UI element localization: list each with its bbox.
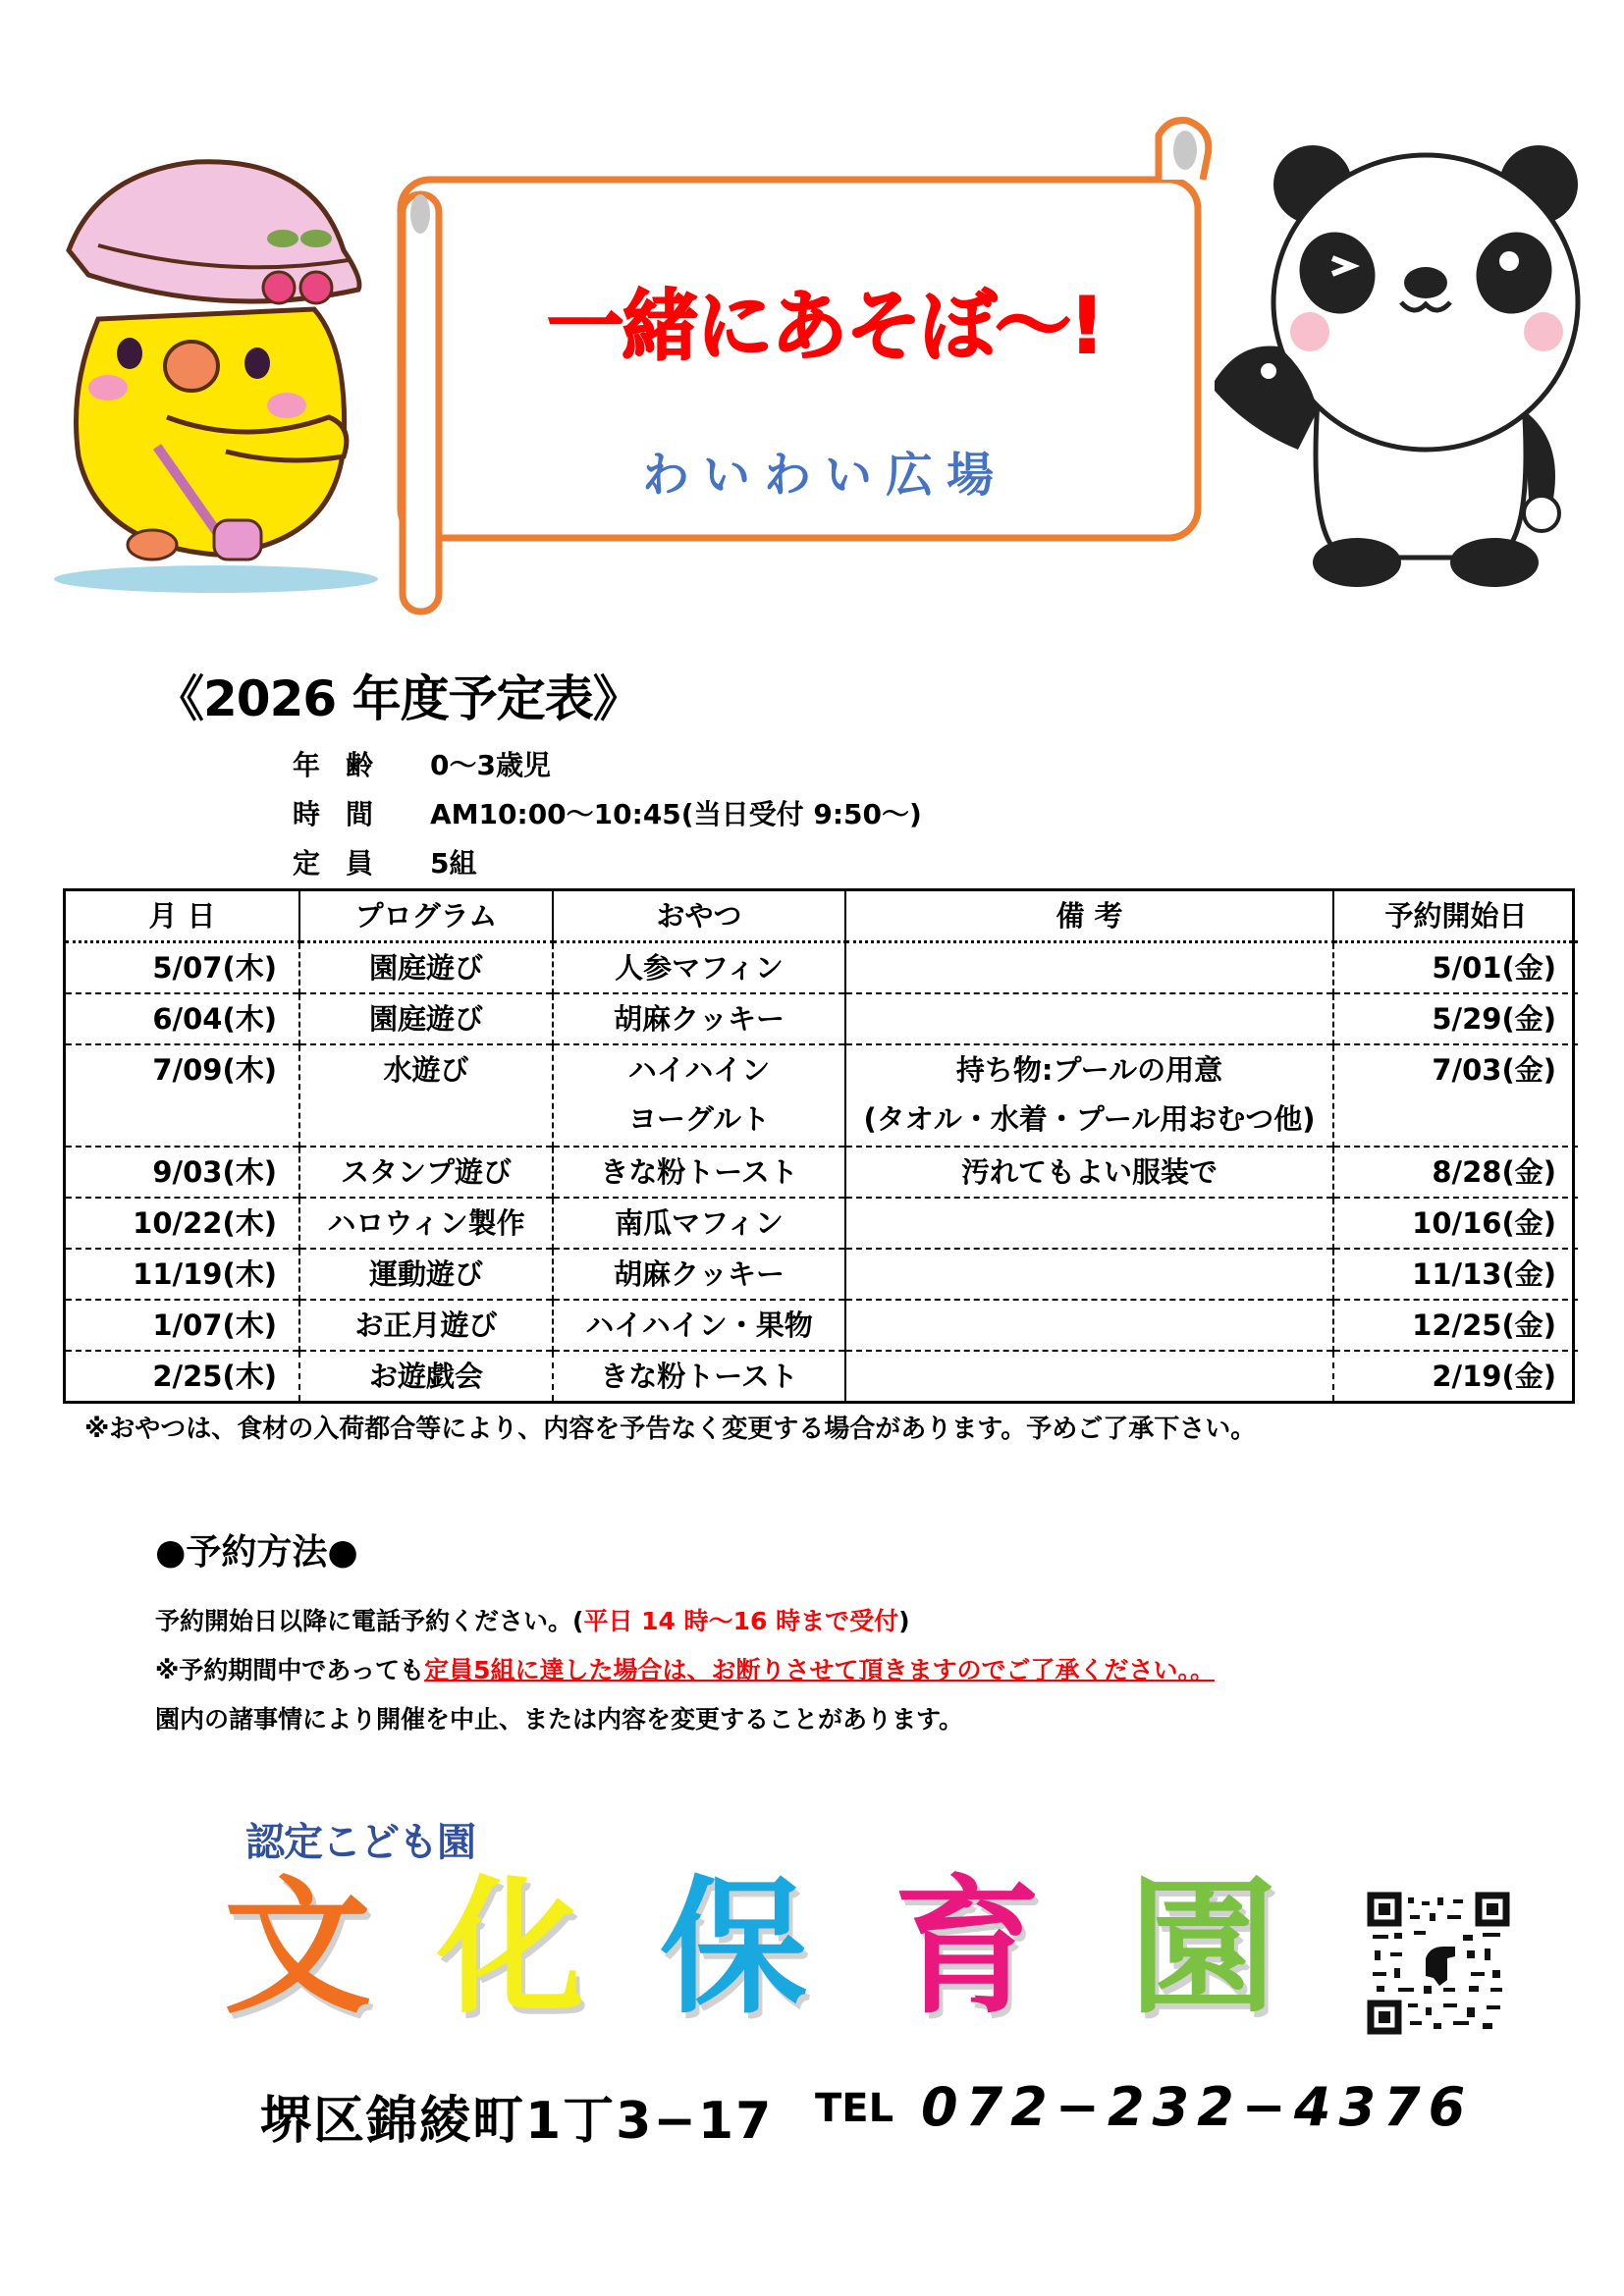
reservation-line-2 (155, 1651, 1215, 1686)
reservation-hours: 平日 14 時〜16 時まで受付 (583, 1607, 899, 1635)
cell-date: 10/22(木) (66, 1198, 299, 1249)
snack-line-2: ヨーグルト (627, 1102, 771, 1136)
cell-program: ハロウィン製作 (299, 1198, 553, 1249)
cell-note (845, 993, 1333, 1044)
header-reserve-date: 予約開始日 (1333, 891, 1578, 942)
cell-note (845, 1249, 1333, 1300)
snack-footnote: ※おやつは、食材の入荷都合等により、内容を予告なく変更する場合があります。予めご了承下さい。 (84, 1415, 1257, 1444)
reservation-text: ※予約期間中であっても (155, 1656, 425, 1684)
cell-snack: ハイハイン・果物 (553, 1300, 845, 1351)
cell-program: スタンプ遊び (299, 1147, 553, 1198)
info-value: AM10:00〜10:45(当日受付 9:50〜) (430, 798, 922, 830)
qr-code[interactable] (1365, 1890, 1512, 2037)
logo-char-ka: 化 (437, 1863, 585, 2034)
cell-note (845, 942, 1333, 994)
cell-snack: きな粉トースト (553, 1351, 845, 1401)
banner-subtitle: わいわい広場 (641, 448, 1007, 503)
table-row (66, 942, 1578, 994)
table-row (66, 1147, 1578, 1198)
header-note: 備 考 (845, 891, 1333, 942)
cell-reserve-date: 12/25(金) (1333, 1300, 1578, 1351)
cell-note (845, 1198, 1333, 1249)
header-program: プログラム (299, 891, 553, 942)
table-row (66, 1249, 1578, 1300)
cell-note (845, 1351, 1333, 1401)
cell-snack: きな粉トースト (553, 1147, 845, 1198)
logo-char-iku: 育 (893, 1863, 1042, 2034)
info-label: 定員 (293, 847, 400, 880)
logo-char-en: 園 (1129, 1863, 1277, 2034)
reservation-text-close: ) (898, 1607, 910, 1635)
cell-date: 7/09(木) (66, 1044, 299, 1147)
header-date: 月 日 (66, 891, 299, 942)
info-age (293, 744, 551, 783)
info-time (293, 793, 922, 832)
chick-mascot-illustration (29, 133, 403, 604)
cell-snack: 胡麻クッキー (553, 1249, 845, 1300)
schedule-title: 《2026 年度予定表》 (155, 670, 641, 727)
cell-snack: 人参マフィン (553, 942, 845, 994)
panda-mascot-illustration (1210, 135, 1618, 587)
cell-reserve-date: 5/01(金) (1333, 942, 1578, 994)
cell-date: 9/03(木) (66, 1147, 299, 1198)
address: 堺区錦綾町1丁3−17 (260, 2092, 774, 2151)
cell-snack: 南瓜マフィン (553, 1198, 845, 1249)
table-header-row (66, 891, 1578, 942)
reservation-line-3: 園内の諸事情により開催を中止、または内容を変更することがあります。 (155, 1705, 964, 1734)
cell-reserve-date: 5/29(金) (1333, 993, 1578, 1044)
reservation-title: ●予約方法● (155, 1532, 358, 1573)
info-capacity (293, 842, 476, 881)
cell-snack: 胡麻クッキー (553, 993, 845, 1044)
reservation-line-1 (155, 1602, 910, 1637)
table-row (66, 1300, 1578, 1351)
cell-snack (553, 1044, 845, 1147)
cell-note (845, 1300, 1333, 1351)
note-line-2: (タオル・水着・プール用おむつ他) (863, 1102, 1316, 1136)
certified-kodomoen-label: 認定こども園 (245, 1820, 475, 1865)
cell-reserve-date: 7/03(金) (1333, 1044, 1578, 1147)
cell-date: 2/25(木) (66, 1351, 299, 1401)
info-value: 0〜3歳児 (430, 749, 551, 781)
info-value: 5組 (430, 847, 477, 880)
reservation-capacity-warning: 定員5組に達した場合は、お断りさせて頂きますのでご了承ください。。 (424, 1656, 1215, 1684)
cell-date: 5/07(木) (66, 942, 299, 994)
cell-note (845, 1044, 1333, 1147)
logo-char-ho: 保 (660, 1863, 808, 2034)
table-row (66, 1044, 1578, 1147)
table-row (66, 1351, 1578, 1401)
cell-reserve-date: 8/28(金) (1333, 1147, 1578, 1198)
snack-line-1: ハイハイン (627, 1053, 771, 1087)
banner-title: 一緒にあそぼ〜! (547, 283, 1103, 371)
cell-program: お遊戯会 (299, 1351, 553, 1401)
cell-program: 運動遊び (299, 1249, 553, 1300)
cell-program: お正月遊び (299, 1300, 553, 1351)
cell-reserve-date: 11/13(金) (1333, 1249, 1578, 1300)
info-label: 時間 (293, 798, 400, 830)
cell-program: 園庭遊び (299, 993, 553, 1044)
header-snack: おやつ (553, 891, 845, 942)
cell-date: 1/07(木) (66, 1300, 299, 1351)
cell-date: 6/04(木) (66, 993, 299, 1044)
cell-program: 園庭遊び (299, 942, 553, 994)
phone-number[interactable]: 072−232−4376 (921, 2076, 1474, 2138)
cell-note: 汚れてもよい服装で (845, 1147, 1333, 1198)
schedule-table (63, 888, 1575, 1404)
cell-date: 11/19(木) (66, 1249, 299, 1300)
table-row (66, 1198, 1578, 1249)
table-row (66, 993, 1578, 1044)
note-line-1: 持ち物:プールの用意 (955, 1053, 1223, 1087)
logo-char-bun: 文 (224, 1863, 372, 2034)
cell-program: 水遊び (299, 1044, 553, 1147)
tel-label: TEL (815, 2086, 894, 2131)
cell-reserve-date: 2/19(金) (1333, 1351, 1578, 1401)
cell-reserve-date: 10/16(金) (1333, 1198, 1578, 1249)
info-label: 年齢 (293, 749, 400, 781)
reservation-text: 予約開始日以降に電話予約ください。( (155, 1607, 584, 1635)
